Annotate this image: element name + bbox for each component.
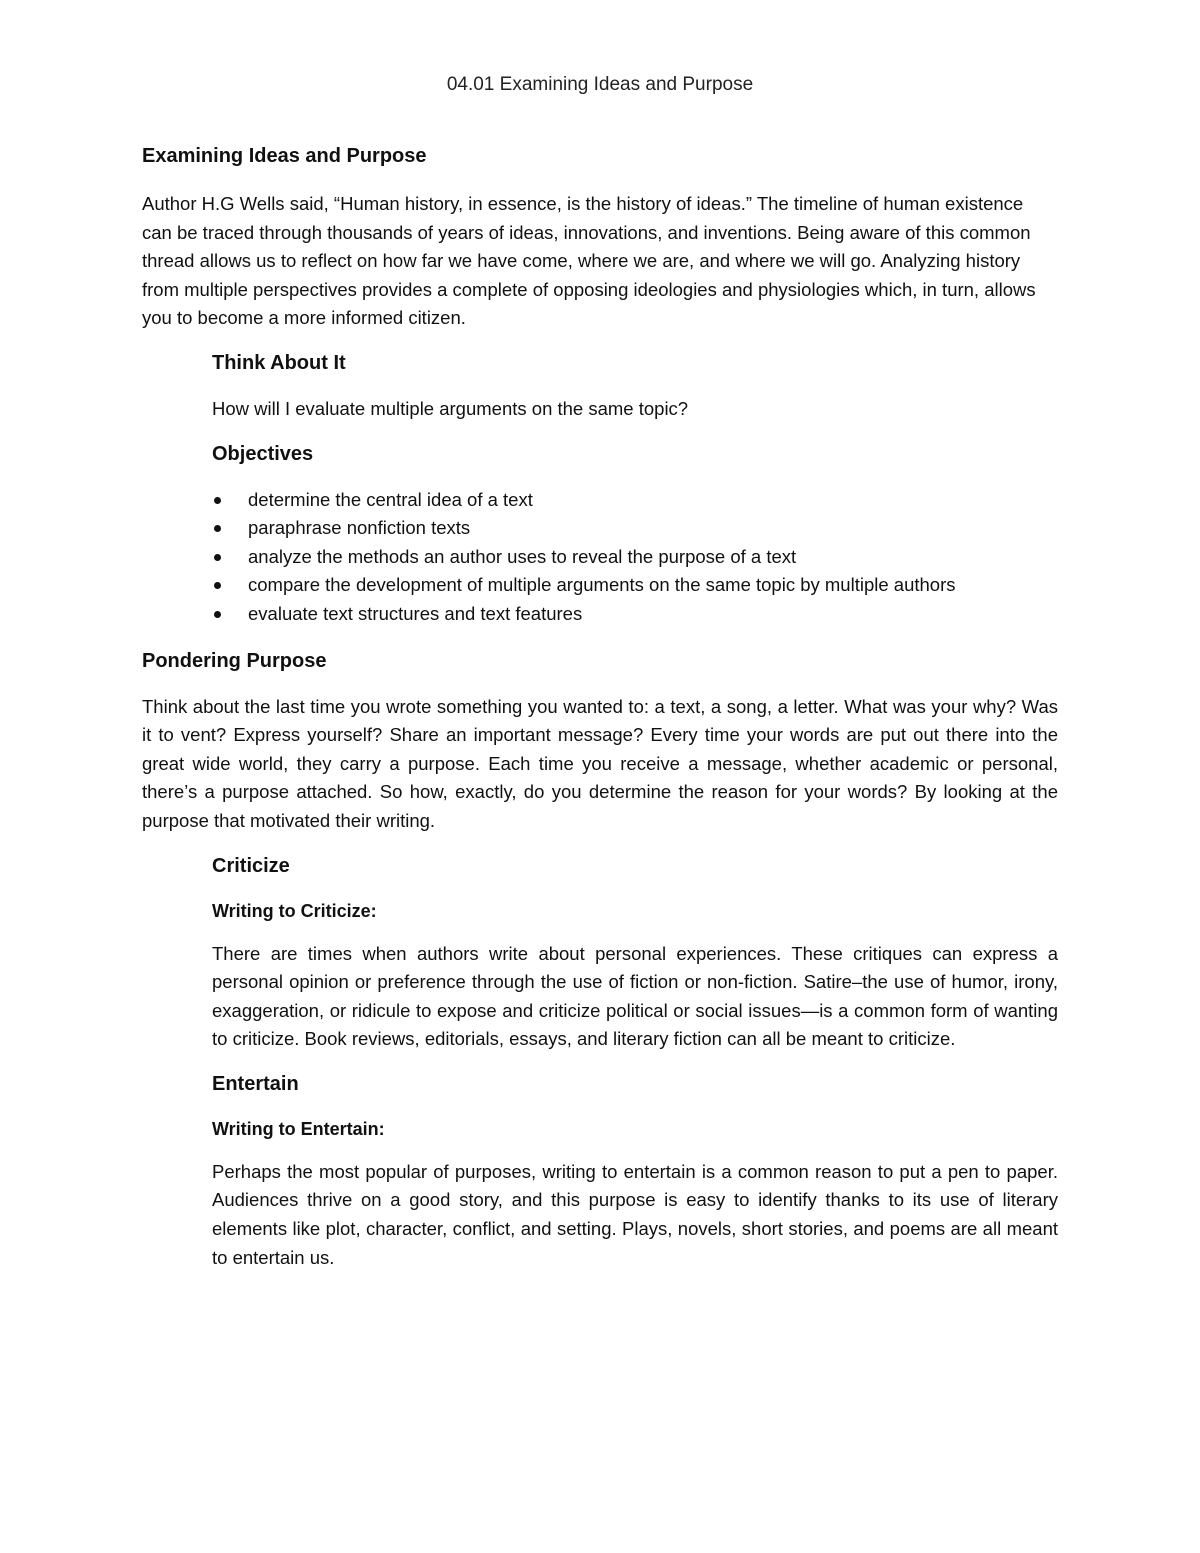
entertain-heading: Entertain: [212, 1072, 299, 1095]
think-about-it-heading: Think About It: [212, 351, 346, 374]
criticize-paragraph: There are times when authors write about personal experiences. These critiques can express a personal opinion or preference through the use of fiction or non-fiction. Satire–the use of humor, irony, exaggeration, or ridicule to expose and criticize political or social issues—is a common form of wanting to criticize. Book reviews, editorials, essays, and literary fiction can all be meant to criticize.: [212, 942, 1058, 1050]
criticize-heading: Criticize: [212, 854, 290, 877]
main-heading: Examining Ideas and Purpose: [142, 145, 427, 167]
page-header: 04.01 Examining Ideas and Purpose: [446, 74, 754, 95]
document-body: [142, 142, 1058, 1288]
entertain-section: [212, 1070, 1058, 1272]
objective-text: compare the development of multiple arguments on the same topic by multiple authors: [248, 574, 956, 596]
objective-text: paraphrase nonfiction texts: [248, 517, 471, 539]
writing-to-criticize-label: Writing to Criticize:: [212, 900, 377, 921]
objective-item: [212, 514, 1058, 543]
bullet-icon: [214, 554, 221, 561]
writing-to-entertain-label: Writing to Entertain:: [212, 1118, 385, 1139]
objectives-list: [212, 486, 1058, 629]
entertain-paragraph: Perhaps the most popular of purposes, writing to entertain is a common reason to put a pen to paper. Audiences thrive on a good story, and this purpose is easy to identify thanks to its use of literary elements like plot, character, conflict, and setting. Plays, novels, short stories, and poems are all meant to entertain us.: [212, 1160, 1058, 1268]
bullet-icon: [214, 611, 221, 618]
think-about-it-section: [212, 349, 1058, 629]
objective-text: determine the central idea of a text: [248, 488, 533, 510]
objective-text: evaluate text structures and text features: [248, 602, 583, 624]
intro-paragraph: Author H.G Wells said, “Human history, in essence, is the history of ideas.” The timeline of human existence can be traced through thousands of years of ideas, innovations, and inventions. Being aware of this common thread allows us to reflect on how far we have come, where we are, and where we will go. Analyzing history from multiple perspectives provides a complete of opposing ideologies and physiologies which, in turn, allows you to become a more informed citizen.: [142, 193, 1036, 329]
bullet-icon: [214, 525, 221, 532]
objective-item: [212, 571, 1058, 600]
bullet-icon: [214, 497, 221, 504]
objective-text: analyze the methods an author uses to reveal the purpose of a text: [248, 545, 797, 567]
pondering-purpose-heading: Pondering Purpose: [142, 649, 327, 672]
criticize-section: [212, 852, 1058, 1054]
pondering-purpose-paragraph: Think about the last time you wrote something you wanted to: a text, a song, a letter. What was your why? Was it to vent? Express yourself? Share an important message? Every time your words are put out there into the great wide world, they carry a purpose. Each time you receive a message, whether academic or personal, there’s a purpose attached. So how, exactly, do you determine the reason for your words? By looking at the purpose that motivated their writing.: [142, 695, 1058, 831]
objective-item: [212, 543, 1058, 572]
think-about-it-question: How will I evaluate multiple arguments on the same topic?: [212, 397, 689, 419]
objective-item: [212, 486, 1058, 515]
objective-item: [212, 600, 1058, 629]
objectives-heading: Objectives: [212, 442, 314, 465]
bullet-icon: [214, 582, 221, 589]
